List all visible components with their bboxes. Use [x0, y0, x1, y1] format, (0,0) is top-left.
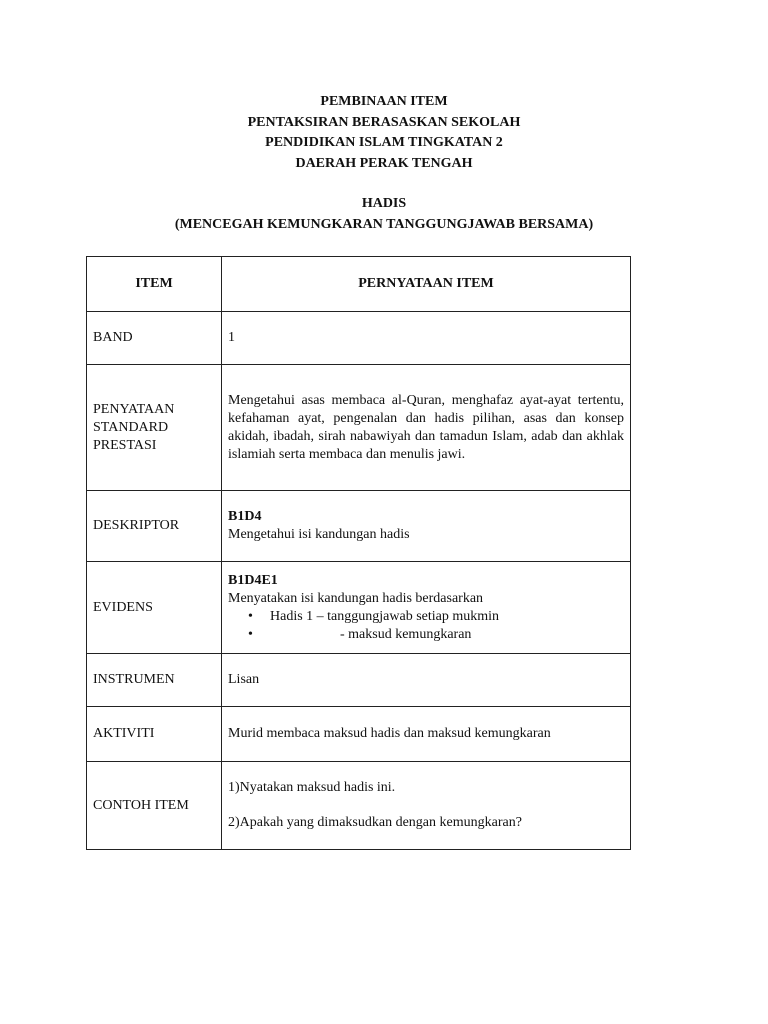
table-row-contoh — [87, 762, 631, 850]
document-header — [0, 92, 768, 235]
list-item — [248, 608, 624, 626]
aktiviti-value: Murid membaca maksud hadis dan maksud kemungkaran — [222, 707, 631, 762]
aktiviti-label: AKTIVITI — [87, 707, 222, 762]
header-title: PEMBINAAN ITEM — [320, 94, 448, 109]
contoh-value — [222, 762, 631, 850]
deskriptor-code: B1D4 — [228, 509, 262, 524]
table-row-band — [87, 312, 631, 365]
header-district: DAERAH PERAK TENGAH — [295, 155, 473, 171]
contoh-label: CONTOH ITEM — [87, 762, 222, 850]
table-header-row — [87, 257, 631, 312]
bullet-icon: • — [248, 626, 253, 642]
evidens-bullet-1: Hadis 1 – tanggungjawab setiap mukmin — [270, 608, 500, 624]
deskriptor-text: Mengetahui isi kandungan hadis — [228, 527, 410, 542]
evidens-bullet-2: - maksud kemungkaran — [340, 626, 472, 642]
table-row-instrumen — [87, 654, 631, 707]
header-spacer — [0, 174, 768, 194]
column-header-statement: PERNYATAAN ITEM — [222, 257, 631, 312]
item-table — [86, 256, 631, 850]
standard-label-line3: PRESTASI — [93, 437, 157, 453]
standard-label-line2: STANDARD — [93, 419, 169, 435]
band-label: BAND — [87, 312, 222, 365]
contoh-question-2: 2)Apakah yang dimaksudkan dengan kemungkaran? — [228, 815, 522, 830]
instrumen-value: Lisan — [222, 654, 631, 707]
header-subject: PENDIDIKAN ISLAM TINGKATAN 2 — [265, 135, 503, 150]
evidens-text: Menyatakan isi kandungan hadis berdasarkan — [228, 590, 484, 606]
table-row-aktiviti — [87, 707, 631, 762]
standard-label-line1: PENYATAAN — [93, 401, 175, 417]
header-subtitle: PENTAKSIRAN BERASASKAN SEKOLAH — [247, 114, 521, 130]
instrumen-label: INSTRUMEN — [87, 654, 222, 707]
deskriptor-label: DESKRIPTOR — [87, 491, 222, 562]
evidens-bullet-list — [228, 608, 624, 644]
table-row-deskriptor — [87, 491, 631, 562]
contoh-question-1: 1)Nyatakan maksud hadis ini. — [228, 780, 396, 795]
list-item — [248, 626, 624, 644]
table-row-standard — [87, 365, 631, 491]
evidens-value — [222, 562, 631, 654]
bullet-icon: • — [248, 608, 253, 624]
deskriptor-value — [222, 491, 631, 562]
header-topic-detail: (MENCEGAH KEMUNGKARAN TANGGUNGJAWAB BERSAMA) — [174, 216, 594, 232]
band-value: 1 — [222, 312, 631, 365]
column-header-item: ITEM — [87, 257, 222, 312]
header-topic: HADIS — [361, 196, 407, 211]
table-row-evidens — [87, 562, 631, 654]
standard-value: Mengetahui asas membaca al-Quran, menghafaz ayat-ayat tertentu, kefahaman ayat, pengenalan dan hadis pilihan, asas dan konsep akidah, ibadah, sirah nabawiyah dan tamadun Islam, adab dan akhlak islamiah serta membaca dan menulis jawi. — [222, 365, 631, 491]
standard-label — [87, 365, 222, 491]
evidens-label: EVIDENS — [87, 562, 222, 654]
evidens-code: B1D4E1 — [228, 572, 278, 588]
